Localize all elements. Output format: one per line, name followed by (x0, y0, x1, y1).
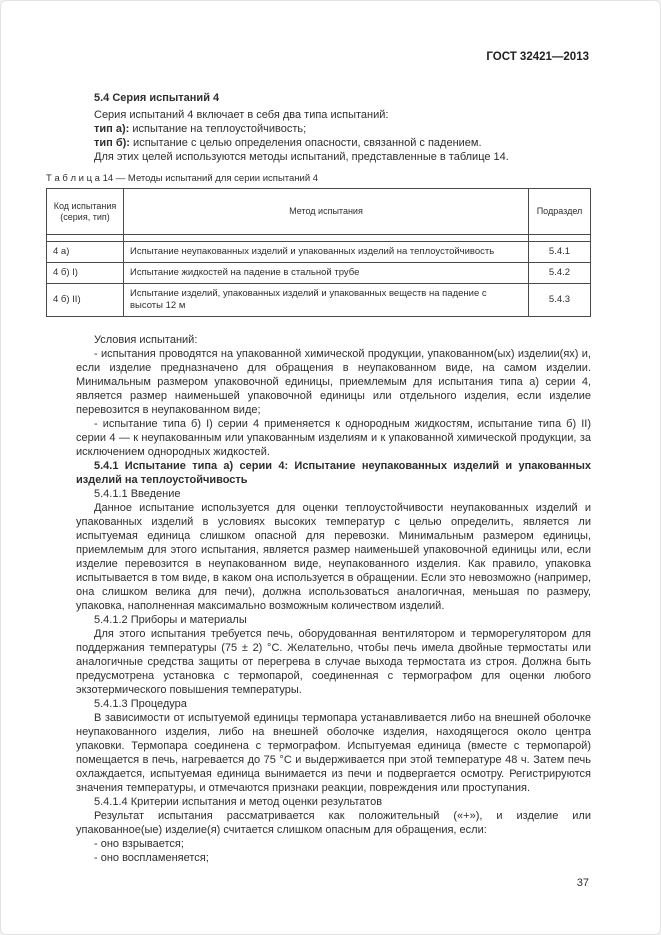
section-5-4-1-4-text: Результат испытания рассматривается как положительный («+»), и изделие или упакованное(ые) изделие(я) считается слишком опасным для обращения, если: (76, 810, 591, 836)
table-row (47, 263, 591, 284)
table-14-block (46, 173, 591, 317)
table-cell-subsection: 5.4.3 (529, 284, 591, 317)
list-item-ignites: - оно воспламеняется; (94, 852, 209, 864)
type-b-text: испытание с целью определения опасности, связанной с падением. (133, 137, 482, 149)
type-b-label: тип б): (94, 137, 130, 149)
type-a-text: испытание на теплоустойчивость; (132, 123, 307, 135)
table-14-caption: Т а б л и ц а 14 — Методы испытаний для серии испытаний 4 (46, 173, 319, 184)
paragraph-methods-note: Для этих целей используются методы испытаний, представленные в таблице 14. (94, 151, 509, 163)
table-cell-subsection: 5.4.1 (529, 242, 591, 263)
type-a-label: тип а): (94, 123, 130, 135)
table-gap-row (47, 235, 591, 242)
table-header-cell-method: Метод испытания (124, 189, 529, 235)
table-row (47, 284, 591, 317)
section-5-4-1-2-heading: 5.4.1.2 Приборы и материалы (94, 614, 247, 626)
table-gap-cell (47, 235, 124, 242)
table-cell-method: Испытание жидкостей на падение в стальной трубе (124, 263, 529, 284)
section-5-4-1-heading: 5.4.1 Испытание типа а) серии 4: Испытание неупакованных изделий и упакованных изделий на теплоустойчивость (76, 460, 591, 486)
table-header-cell-code: Код испытания (серия, тип) (47, 189, 124, 235)
table-cell-code: 4 б) II) (47, 284, 124, 317)
page-content (46, 91, 591, 865)
section-5-4-1-4-heading: 5.4.1.4 Критерии испытания и метод оценки результатов (94, 796, 383, 808)
section-5-4-1-3-text: В зависимости от испытуемой единицы термопара устанавливается либо на внешней оболочке неупакованного изделия, либо на внешней оболочке изделия, находящегося около центра упаковки. Термопара соединена с термографом. Испытуемая единица (вместе с термопарой) помещается в печь, нагревается до 75 °С и выдерживается при этой температуре 48 ч. Затем печь охлаждается, испытуемая единица вынимается из печи и подвергается осмотру. Регистрируются значения температуры, и отмечаются признаки реакции, повреждения или проступания. (76, 712, 591, 794)
table-cell-code: 4 а) (47, 242, 124, 263)
table-row (47, 242, 591, 263)
section-5-4-1-1-heading: 5.4.1.1 Введение (94, 488, 181, 500)
doc-code-header: ГОСТ 32421—2013 (486, 51, 589, 63)
paragraph-series-intro: Серия испытаний 4 включает в себя два типа испытаний: (94, 109, 389, 121)
conditions-heading: Условия испытаний: (94, 334, 198, 346)
section-5-4-heading: 5.4 Серия испытаний 4 (94, 92, 220, 104)
list-item-explodes: - оно взрывается; (94, 838, 184, 850)
conditions-item-1: - испытания проводятся на упакованной химической продукции, упакованном(ых) изделии(ях) и, если изделие предназначено для обращения в неупакованном виде, на самом изделии. Минимальным размером упаковочной единицы, приемлемым для испытания типа а) серии 4, является размер наименьшей упаковочной единицы или отдельного изделия, если изделие перевозится в неупакованном виде; (76, 348, 591, 416)
table-cell-subsection: 5.4.2 (529, 263, 591, 284)
conditions-item-2: - испытание типа б) I) серии 4 применяется к однородным жидкостям, испытание типа б) II) серии 4 — к неупакованным или упакованным изделиям и к упакованной химической продукции, за исключением однородных жидкостей. (76, 418, 591, 458)
table-header-row (47, 189, 591, 235)
paragraph-type-a (76, 122, 591, 136)
section-5-4-1-2-text: Для этого испытания требуется печь, оборудованная вентилятором и терморегулятором для поддержания температуры (75 ± 2) °С. Желательно, чтобы печь имела двойные термостаты или аналогичные средства защиты от перегрева в случае выхода термостата из строя. Должна быть предусмотрена установка с термопарой, соединенная с термографом для оценки любого экзотермического повышения температуры. (76, 628, 591, 696)
table-gap-cell (529, 235, 591, 242)
section-5-4-1-1-text: Данное испытание используется для оценки теплоустойчивости неупакованных изделий и упакованных изделий в условиях высоких температур с целью определить, является ли испытуемая единица слишком опасной для перевозки. Минимальным размером единицы, приемлемым для этого испытания, является размер наименьшей упаковочной единицы или, если изделие перевозится в неупакованном виде, неупакованного изделия. Как правило, упаковка испытывается в том виде, в каком она используется в обращении. Если это невозможно (например, она слишком велика для печи), должна использоваться аналогичная, меньшая по размеру, упаковка, наполненная максимально возможным количеством изделий. (76, 502, 591, 612)
table-header-cell-subsection: Подраздел (529, 189, 591, 235)
table-14 (46, 188, 591, 317)
section-5-4-1-3-heading: 5.4.1.3 Процедура (94, 698, 187, 710)
table-cell-method: Испытание изделий, упакованных изделий и упакованных веществ на падение с высоты 12 м (124, 284, 529, 317)
page-number: 37 (576, 877, 589, 889)
paragraph-type-b (76, 136, 591, 150)
table-cell-method: Испытание неупакованных изделий и упакованных изделий на теплоустойчивость (124, 242, 529, 263)
table-cell-code: 4 б) I) (47, 263, 124, 284)
table-gap-cell (124, 235, 529, 242)
